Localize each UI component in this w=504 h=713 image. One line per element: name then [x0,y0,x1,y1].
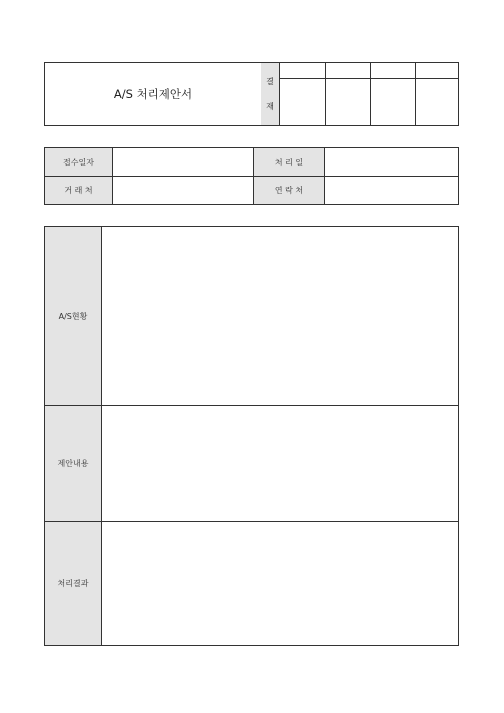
document-title: A/S 처리제안서 [113,87,193,101]
approval-header-2 [326,63,370,78]
document-header [44,62,459,126]
receipt-date-field[interactable] [113,148,253,176]
approval-label-bottom: 재 [266,102,274,111]
info-table [44,147,459,205]
approval-label [261,63,279,125]
process-date-label: 처 리 일 [254,148,324,176]
result-content-area[interactable] [102,522,458,645]
approval-sign-box-4[interactable] [416,79,458,125]
status-label: A/S현황 [45,227,101,405]
process-date-field[interactable] [325,148,458,176]
proposal-label: 제안내용 [45,406,101,521]
client-label: 거 래 처 [45,177,112,204]
approval-header-1 [280,63,325,78]
status-content-area[interactable] [102,227,458,405]
approval-header-3 [371,63,415,78]
contact-field[interactable] [325,177,458,204]
proposal-content-area[interactable] [102,406,458,521]
approval-sign-box-2[interactable] [326,79,370,125]
approval-sign-box-3[interactable] [371,79,415,125]
receipt-date-label: 접수일자 [45,148,112,176]
contact-label: 연 락 처 [254,177,324,204]
result-label: 처리결과 [45,522,101,645]
client-field[interactable] [113,177,253,204]
approval-label-top: 결 [266,77,274,86]
approval-sign-box-1[interactable] [280,79,325,125]
report-body [44,226,459,646]
approval-header-4 [416,63,458,78]
